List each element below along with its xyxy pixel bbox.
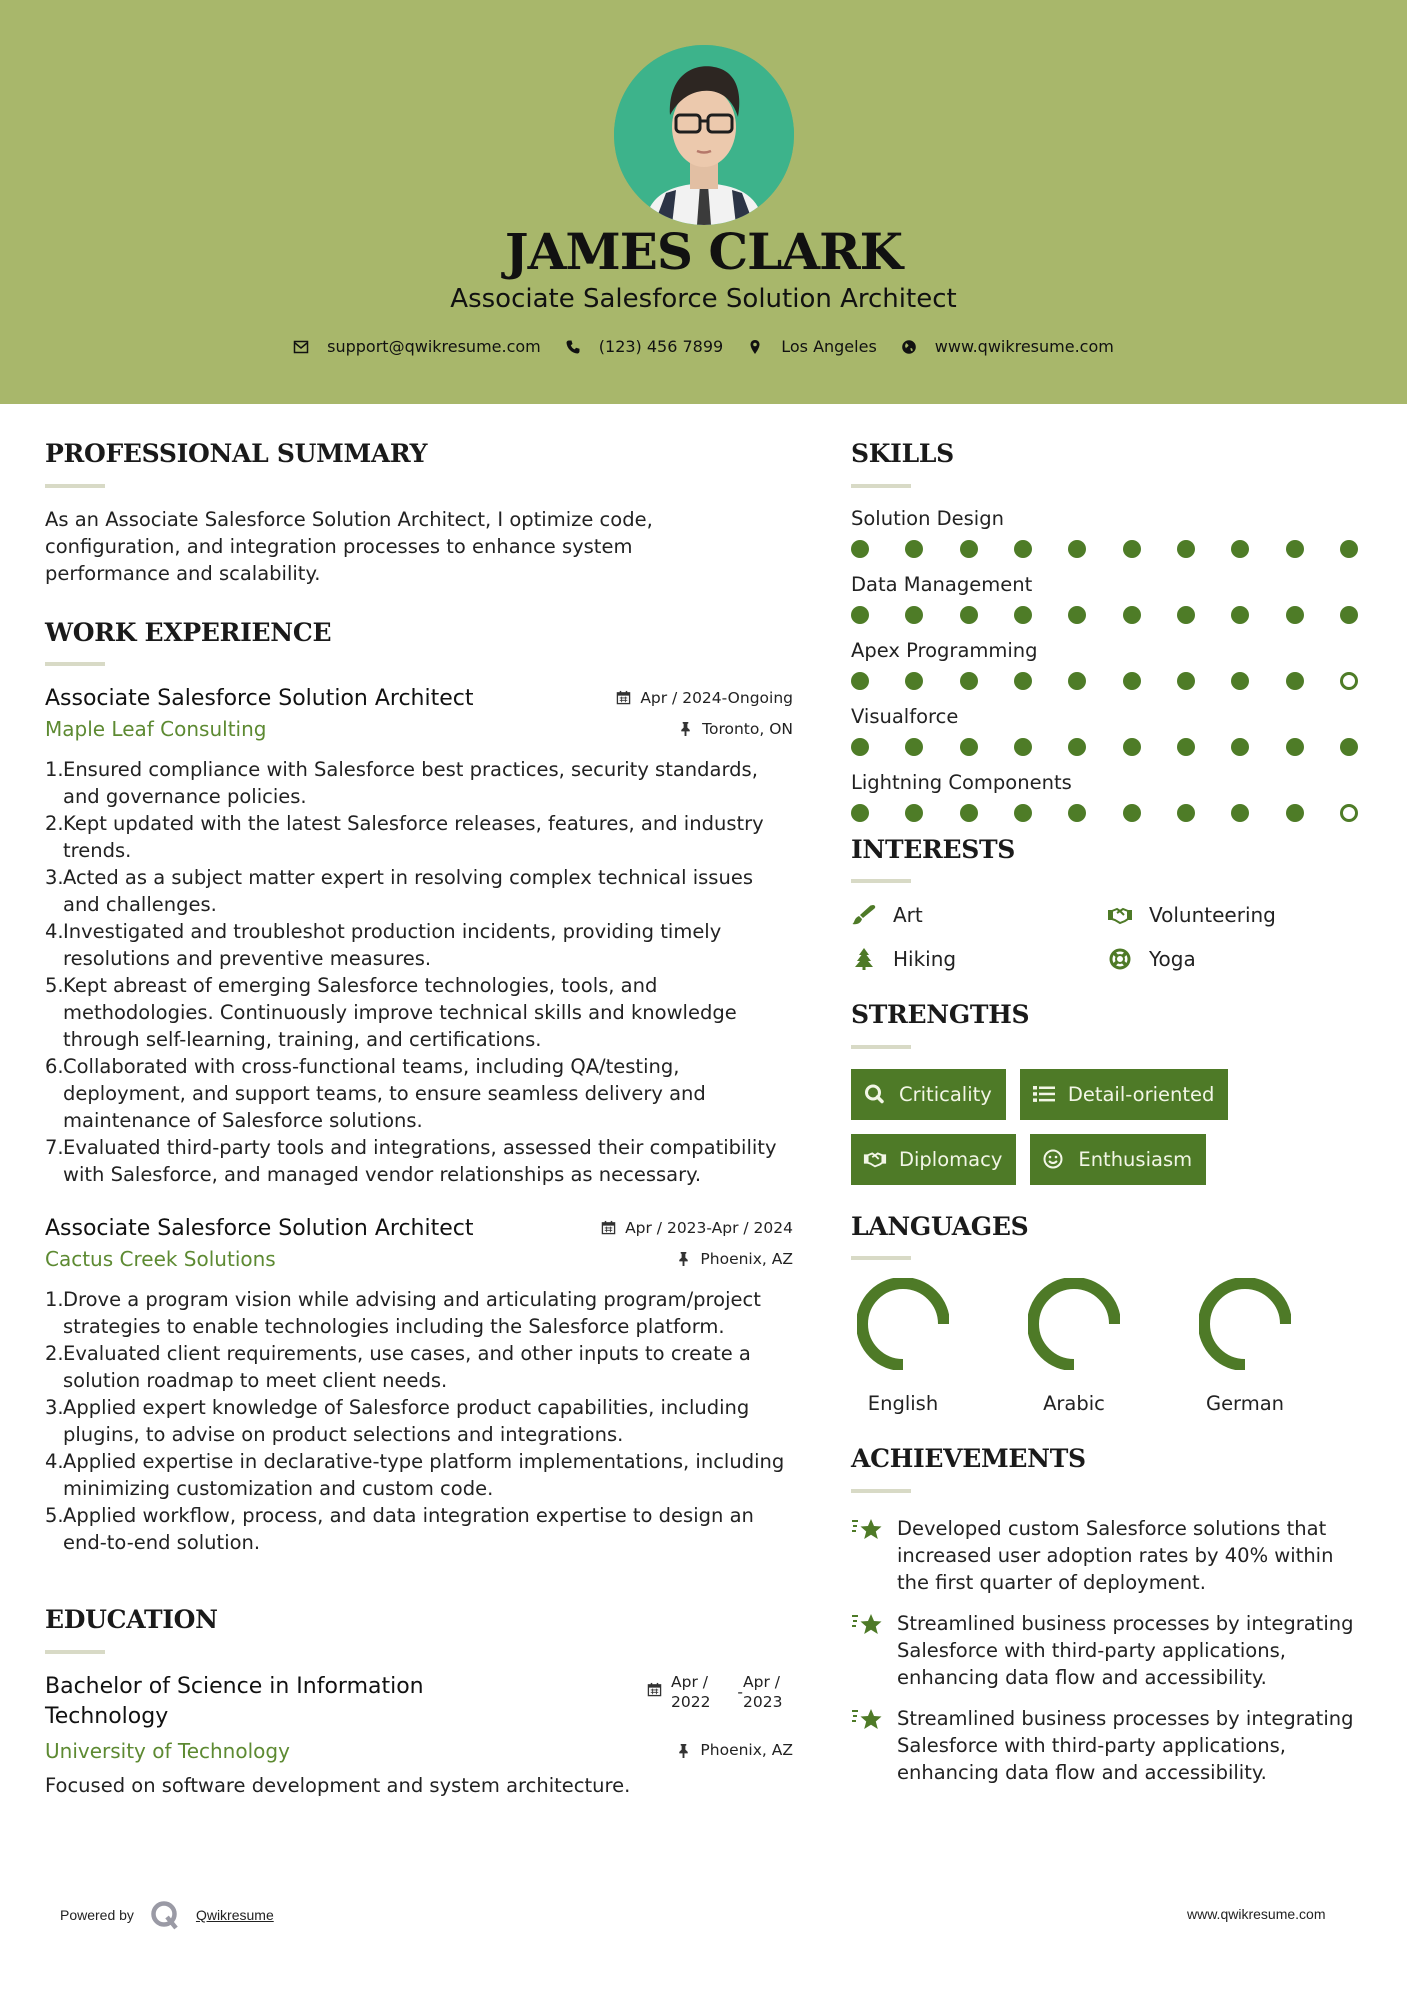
summary-section bbox=[45, 440, 793, 587]
filled-dot-icon bbox=[1123, 738, 1141, 756]
filled-dot-icon bbox=[851, 804, 869, 822]
job-dates: Apr / 2024-Ongoing bbox=[616, 689, 793, 707]
skill-rating bbox=[851, 738, 1358, 756]
filled-dot-icon bbox=[960, 540, 978, 558]
achievement-item: Developed custom Salesforce solutions that increased user adoption rates by 40% within the first quarter of deployment. bbox=[851, 1515, 1371, 1596]
section-divider bbox=[45, 484, 105, 488]
skill-name: Lightning Components bbox=[851, 770, 1072, 794]
school: University of Technology bbox=[45, 1738, 290, 1763]
languages-list bbox=[851, 1278, 1371, 1415]
education-location: Phoenix, AZ bbox=[676, 1741, 793, 1759]
job-bullets bbox=[45, 756, 793, 1188]
skill-name: Data Management bbox=[851, 572, 1033, 596]
filled-dot-icon bbox=[1286, 606, 1304, 624]
filled-dot-icon bbox=[1068, 540, 1086, 558]
list-item: 3. Applied expert knowledge of Salesforce product capabilities, including plugins, to advise on product selections and integrations. bbox=[45, 1396, 750, 1446]
filled-dot-icon bbox=[1286, 672, 1304, 690]
languages-heading: LANGUAGES bbox=[851, 1211, 1029, 1241]
footer-website[interactable]: www.qwikresume.com bbox=[1187, 1906, 1326, 1922]
filled-dot-icon bbox=[1068, 738, 1086, 756]
filled-dot-icon bbox=[1340, 738, 1358, 756]
interest-item: Volunteering bbox=[1107, 899, 1363, 931]
strength-tag: Criticality bbox=[851, 1069, 1006, 1120]
skill-rating bbox=[851, 804, 1358, 822]
filled-dot-icon bbox=[905, 606, 923, 624]
filled-dot-icon bbox=[851, 738, 869, 756]
filled-dot-icon bbox=[1123, 540, 1141, 558]
filled-dot-icon bbox=[1231, 672, 1249, 690]
job-bullets bbox=[45, 1286, 793, 1556]
job-company: Cactus Creek Solutions bbox=[45, 1247, 276, 1271]
skill-item bbox=[851, 704, 1371, 756]
strengths-section bbox=[851, 1001, 1371, 1185]
filled-dot-icon bbox=[1068, 672, 1086, 690]
experience-section bbox=[45, 619, 793, 1557]
education-dates bbox=[647, 1672, 793, 1712]
search-icon bbox=[863, 1083, 887, 1105]
skills-heading: SKILLS bbox=[851, 439, 954, 468]
filled-dot-icon bbox=[1177, 804, 1195, 822]
filled-dot-icon bbox=[1177, 606, 1195, 624]
filled-dot-icon bbox=[960, 672, 978, 690]
filled-dot-icon bbox=[1068, 804, 1086, 822]
shooting-star-icon bbox=[851, 1706, 883, 1732]
section-divider bbox=[851, 879, 911, 883]
map-pin-icon bbox=[747, 339, 763, 355]
filled-dot-icon bbox=[1286, 804, 1304, 822]
filled-dot-icon bbox=[1123, 804, 1141, 822]
summary-text: As an Associate Salesforce Solution Architect, I optimize code, configuration, and integration processes to enhance system performance and scalability. bbox=[45, 507, 653, 585]
avatar bbox=[614, 45, 794, 225]
strength-tag: Detail-oriented bbox=[1020, 1069, 1229, 1120]
interests-list bbox=[851, 899, 1371, 975]
filled-dot-icon bbox=[905, 672, 923, 690]
education-heading: EDUCATION bbox=[45, 1605, 218, 1634]
achievement-item: Streamlined business processes by integrating Salesforce with third-party applications, enhancing data flow and accessibility. bbox=[851, 1610, 1371, 1691]
language-progress-ring bbox=[1028, 1278, 1120, 1370]
education-description: Focused on software development and system architecture. bbox=[45, 1773, 631, 1797]
filled-dot-icon bbox=[1123, 672, 1141, 690]
right-column bbox=[851, 440, 1371, 1800]
job-company: Maple Leaf Consulting bbox=[45, 717, 267, 741]
language-progress-ring bbox=[857, 1278, 949, 1370]
degree: Bachelor of Science in Information Technology bbox=[45, 1673, 424, 1729]
achievement-item: Streamlined business processes by integrating Salesforce with third-party applications, enhancing data flow and accessibility. bbox=[851, 1705, 1371, 1786]
contact-phone[interactable] bbox=[565, 337, 723, 356]
contact-website-text: www.qwikresume.com bbox=[934, 337, 1114, 356]
list-icon bbox=[1032, 1083, 1056, 1105]
section-divider bbox=[851, 1489, 911, 1493]
languages-section bbox=[851, 1213, 1371, 1416]
envelope-icon bbox=[293, 339, 309, 355]
candidate-name: JAMES CLARK bbox=[504, 222, 903, 281]
list-item: 4. Applied expertise in declarative-type platform implementations, including minimizing customization and custom code. bbox=[45, 1450, 785, 1500]
skill-name: Solution Design bbox=[851, 506, 1004, 530]
filled-dot-icon bbox=[1014, 804, 1032, 822]
list-item: 1. Ensured compliance with Salesforce best practices, security standards, and governance policies. bbox=[45, 758, 758, 808]
handshake-icon bbox=[863, 1148, 887, 1170]
phone-icon bbox=[565, 339, 581, 355]
language-item: English bbox=[851, 1278, 1022, 1415]
filled-dot-icon bbox=[1177, 738, 1195, 756]
list-item: 7. Evaluated third-party tools and integrations, assessed their compatibility with Salesforce, and managed vendor relationships as necessary. bbox=[45, 1136, 777, 1186]
filled-dot-icon bbox=[1231, 540, 1249, 558]
filled-dot-icon bbox=[1014, 606, 1032, 624]
job-location: Toronto, ON bbox=[678, 720, 793, 738]
pushpin-icon bbox=[676, 1251, 691, 1266]
skill-item bbox=[851, 638, 1371, 690]
profile-photo bbox=[614, 45, 794, 225]
list-item: 1. Drove a program vision while advising and articulating program/project strategies to enable technologies including the Salesforce platform. bbox=[45, 1288, 761, 1338]
skill-rating bbox=[851, 540, 1358, 558]
filled-dot-icon bbox=[1231, 804, 1249, 822]
education-end: Apr / 2023 bbox=[743, 1672, 783, 1711]
filled-dot-icon bbox=[960, 738, 978, 756]
education-section bbox=[45, 1606, 793, 1799]
filled-dot-icon bbox=[905, 738, 923, 756]
tree-icon bbox=[851, 948, 877, 970]
achievements-section bbox=[851, 1445, 1371, 1786]
shooting-star-icon bbox=[851, 1611, 883, 1637]
language-item: German bbox=[1193, 1278, 1364, 1415]
interests-heading: INTERESTS bbox=[851, 834, 1016, 864]
section-divider bbox=[851, 484, 911, 488]
qwikresume-link[interactable]: Qwikresume bbox=[195, 1907, 274, 1923]
contact-email-text: support@qwikresume.com bbox=[327, 337, 541, 356]
strength-tag: Enthusiasm bbox=[1030, 1134, 1206, 1185]
filled-dot-icon bbox=[1177, 540, 1195, 558]
filled-dot-icon bbox=[905, 540, 923, 558]
section-divider bbox=[45, 662, 105, 666]
smile-icon bbox=[1042, 1148, 1066, 1170]
list-item: 5. Kept abreast of emerging Salesforce technologies, tools, and methodologies. Continuously improve technical skills and knowledge through self-learning, training, and certifications. bbox=[45, 974, 737, 1051]
section-divider bbox=[851, 1256, 911, 1260]
skill-item bbox=[851, 572, 1371, 624]
filled-dot-icon bbox=[1231, 738, 1249, 756]
empty-dot-icon bbox=[1340, 672, 1358, 690]
skills-list bbox=[851, 506, 1371, 822]
shooting-star-icon bbox=[851, 1516, 883, 1542]
filled-dot-icon bbox=[1177, 672, 1195, 690]
filled-dot-icon bbox=[960, 804, 978, 822]
calendar-icon bbox=[601, 1220, 616, 1235]
calendar-icon bbox=[647, 1682, 662, 1697]
language-progress-ring bbox=[1199, 1278, 1291, 1370]
qwikresume-logo-icon bbox=[150, 1900, 180, 1930]
interest-item: Hiking bbox=[851, 943, 1107, 975]
filled-dot-icon bbox=[1340, 606, 1358, 624]
candidate-title: Associate Salesforce Solution Architect bbox=[450, 284, 957, 314]
interest-item: Art bbox=[851, 899, 1107, 931]
filled-dot-icon bbox=[1340, 540, 1358, 558]
skill-name: Apex Programming bbox=[851, 638, 1038, 662]
job-role: Associate Salesforce Solution Architect bbox=[45, 686, 474, 711]
resume-header bbox=[0, 0, 1407, 404]
contact-website[interactable] bbox=[901, 337, 1114, 356]
skill-item bbox=[851, 770, 1371, 822]
list-item: 5. Applied workflow, process, and data integration expertise to design an end-to-end solution. bbox=[45, 1504, 754, 1554]
filled-dot-icon bbox=[1014, 540, 1032, 558]
pushpin-icon bbox=[678, 721, 693, 736]
job-location: Phoenix, AZ bbox=[676, 1250, 793, 1268]
filled-dot-icon bbox=[905, 804, 923, 822]
left-column bbox=[45, 440, 793, 1799]
section-divider bbox=[851, 1045, 911, 1049]
list-item: 2. Evaluated client requirements, use cases, and other inputs to create a solution roadmap to meet client needs. bbox=[45, 1342, 751, 1392]
skills-section bbox=[851, 440, 1371, 822]
filled-dot-icon bbox=[960, 606, 978, 624]
job-entry bbox=[45, 684, 793, 1188]
empty-dot-icon bbox=[1340, 804, 1358, 822]
globe-icon bbox=[901, 339, 917, 355]
job-entry bbox=[45, 1214, 793, 1556]
strengths-heading: STRENGTHS bbox=[851, 1000, 1030, 1029]
skill-name: Visualforce bbox=[851, 704, 959, 728]
filled-dot-icon bbox=[851, 672, 869, 690]
language-item: Arabic bbox=[1022, 1278, 1193, 1415]
list-item: 2. Kept updated with the latest Salesforce releases, features, and industry trends. bbox=[45, 812, 764, 862]
achievements-heading: ACHIEVEMENTS bbox=[851, 1444, 1086, 1473]
contact-phone-text: (123) 456 7899 bbox=[598, 337, 724, 356]
job-role: Associate Salesforce Solution Architect bbox=[45, 1216, 474, 1241]
contact-row bbox=[0, 337, 1407, 356]
filled-dot-icon bbox=[1286, 738, 1304, 756]
list-item: 4. Investigated and troubleshot production incidents, providing timely resolutions and preventive measures. bbox=[45, 920, 722, 970]
list-item: 6. Collaborated with cross-functional teams, including QA/testing, deployment, and support teams, to ensure seamless delivery and maintenance of Salesforce solutions. bbox=[45, 1055, 706, 1132]
section-divider bbox=[45, 1650, 105, 1654]
job-dates: Apr / 2023-Apr / 2024 bbox=[601, 1219, 793, 1237]
strengths-list bbox=[851, 1069, 1271, 1185]
strength-tag: Diplomacy bbox=[851, 1134, 1016, 1185]
filled-dot-icon bbox=[1014, 738, 1032, 756]
life-ring-icon bbox=[1107, 948, 1133, 970]
filled-dot-icon bbox=[851, 540, 869, 558]
skill-rating bbox=[851, 672, 1358, 690]
paintbrush-icon bbox=[851, 904, 877, 926]
education-start: Apr / 2022 bbox=[671, 1672, 711, 1711]
filled-dot-icon bbox=[1123, 606, 1141, 624]
summary-heading: PROFESSIONAL SUMMARY bbox=[45, 439, 428, 468]
handshake-icon bbox=[1107, 904, 1133, 926]
interest-item: Yoga bbox=[1107, 943, 1363, 975]
contact-location-text: Los Angeles bbox=[781, 337, 877, 356]
filled-dot-icon bbox=[1231, 606, 1249, 624]
skill-rating bbox=[851, 606, 1358, 624]
filled-dot-icon bbox=[1068, 606, 1086, 624]
skill-item bbox=[851, 506, 1371, 558]
interests-section bbox=[851, 836, 1371, 976]
pushpin-icon bbox=[676, 1743, 691, 1758]
powered-by bbox=[60, 1900, 274, 1930]
list-item: 3. Acted as a subject matter expert in resolving complex technical issues and challenges. bbox=[45, 866, 753, 916]
calendar-icon bbox=[616, 690, 631, 705]
filled-dot-icon bbox=[1014, 672, 1032, 690]
contact-email[interactable] bbox=[293, 337, 541, 356]
powered-by-label: Powered by bbox=[60, 1907, 134, 1923]
filled-dot-icon bbox=[1286, 540, 1304, 558]
experience-heading: WORK EXPERIENCE bbox=[45, 617, 332, 647]
date-separator: - bbox=[737, 1682, 743, 1701]
filled-dot-icon bbox=[851, 606, 869, 624]
contact-location bbox=[747, 337, 877, 356]
